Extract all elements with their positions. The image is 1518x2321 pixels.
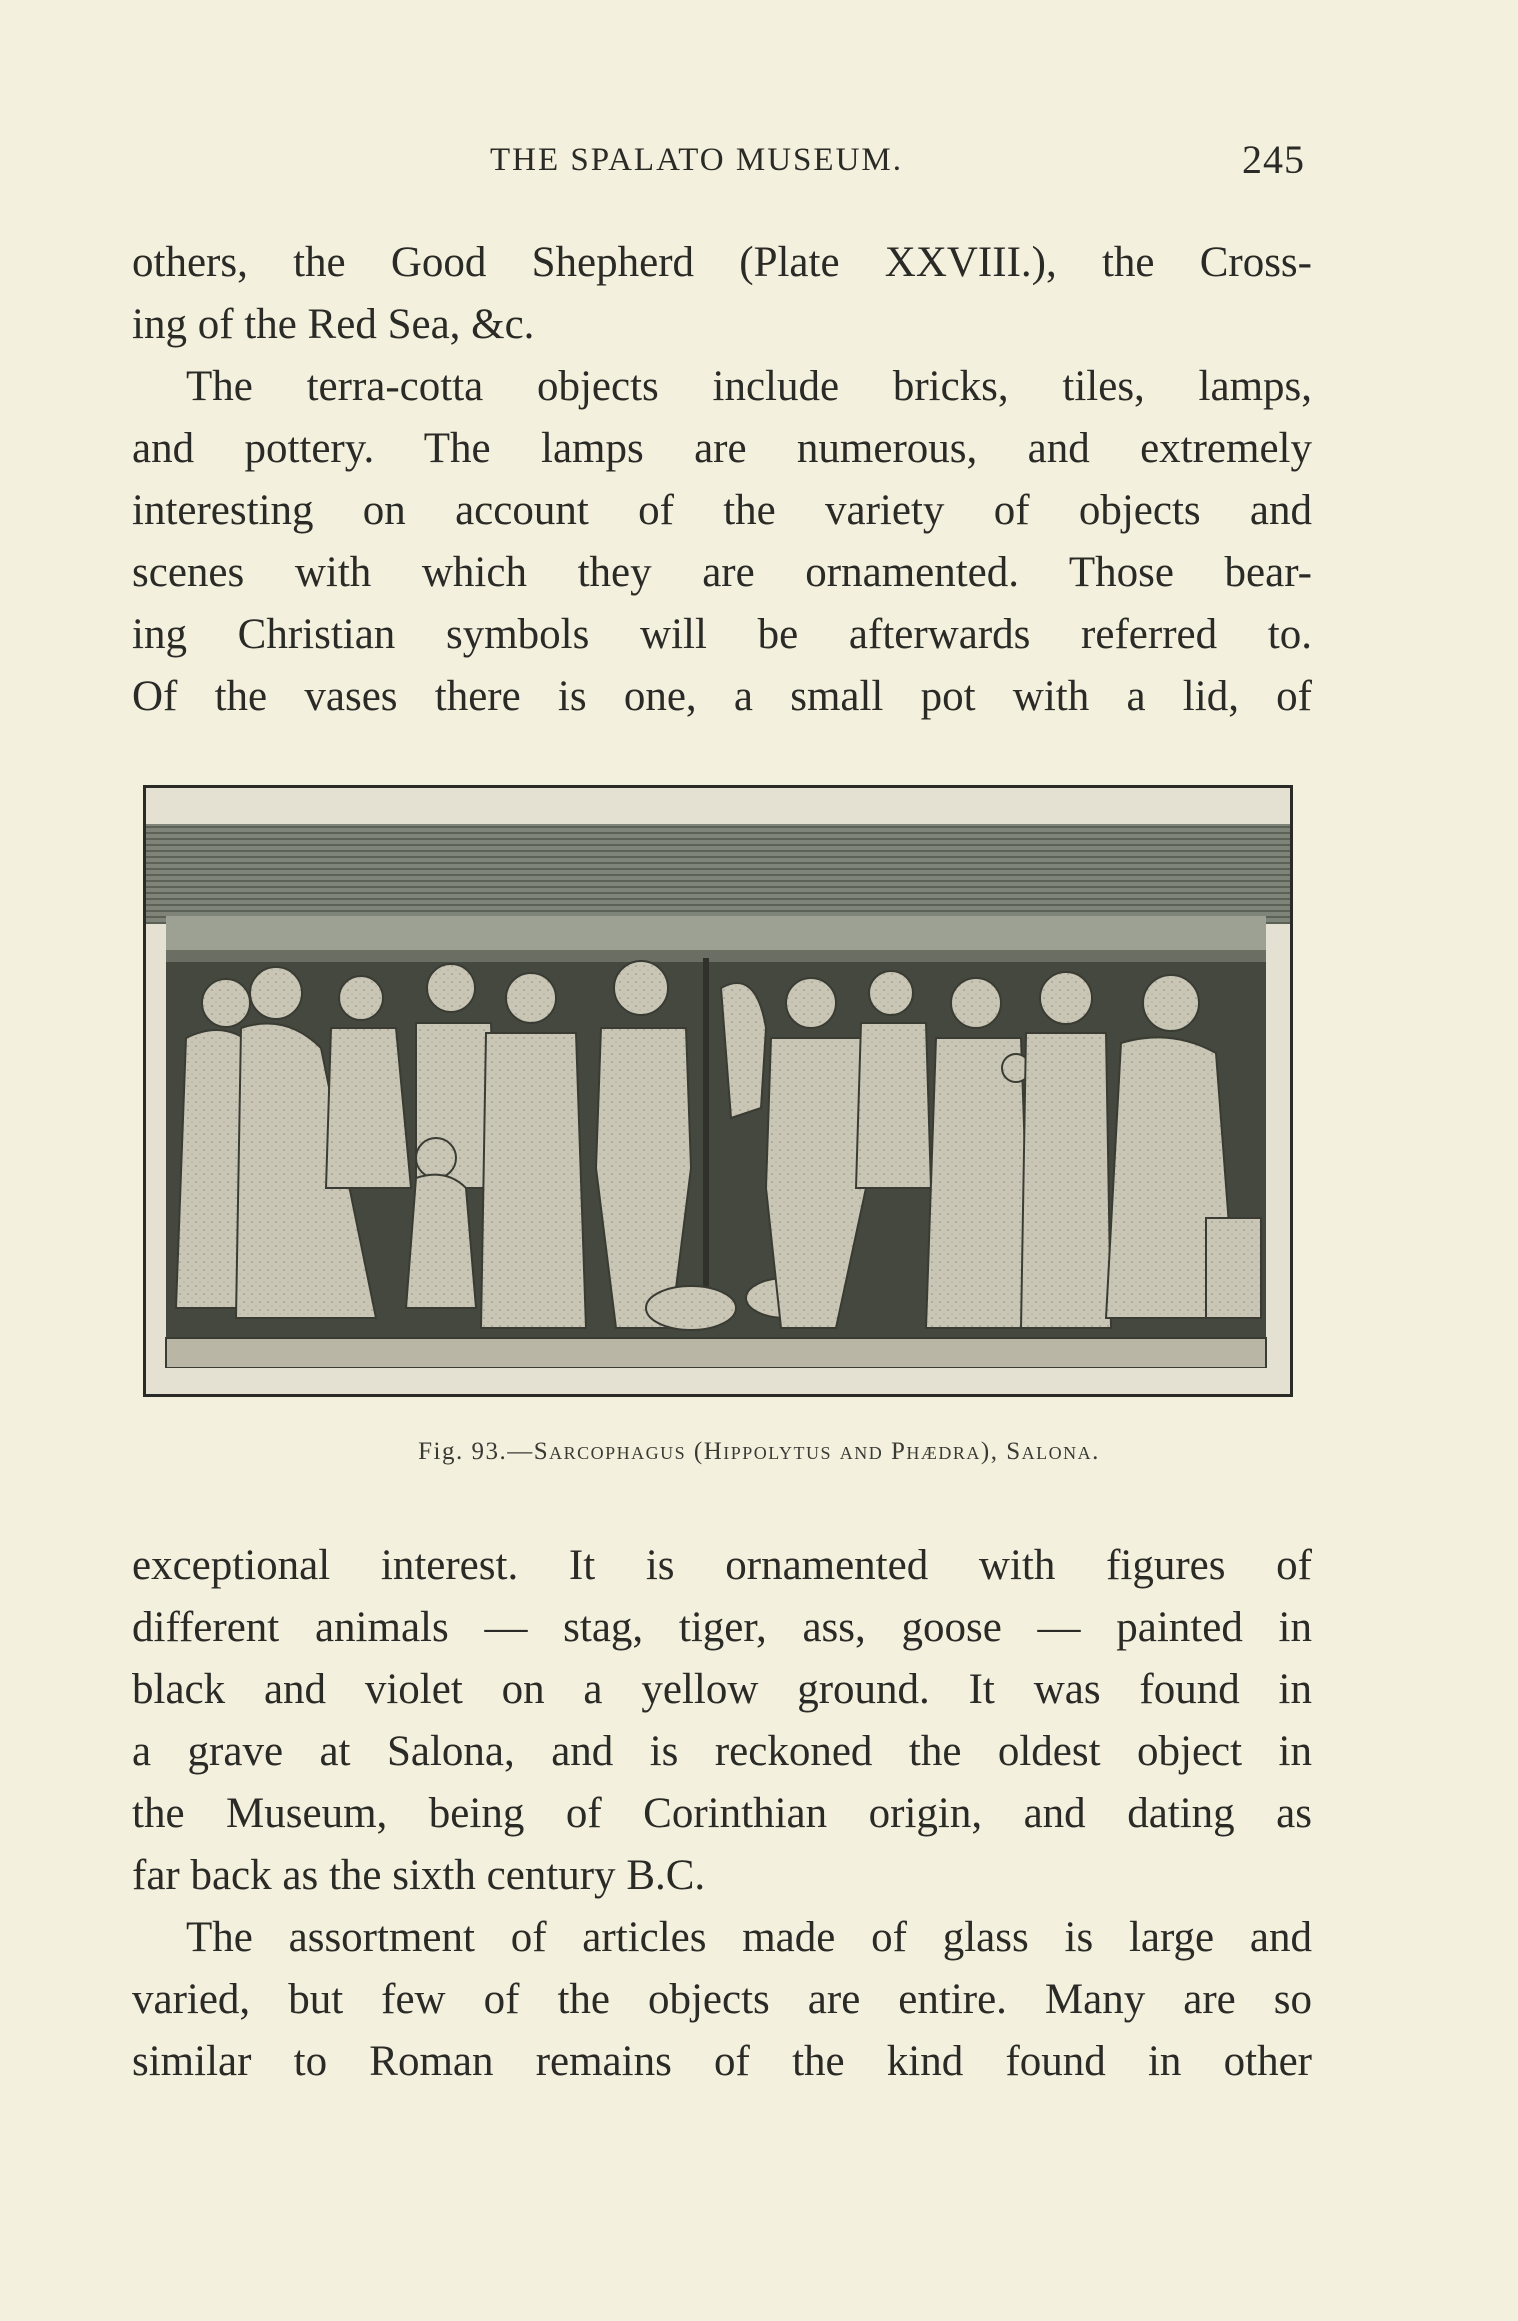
text-line: The assortment of articles made of glass is large and	[186, 1914, 1312, 1961]
text-line: The terra-cotta objects include bricks, tiles, lamps,	[186, 363, 1312, 410]
body-text-bottom	[132, 1535, 1312, 2093]
page-number: 245	[1242, 137, 1305, 182]
caption-prefix: Fig. 93.—	[418, 1438, 534, 1465]
text-line: ing of the Red Sea, &c.	[132, 301, 535, 348]
text-line: the Museum, being of Corinthian origin, and dating as	[132, 1790, 1312, 1837]
text-line: varied, but few of the objects are entire. Many are so	[132, 1976, 1312, 2023]
text-line: others, the Good Shepherd (Plate XXVIII.), the Cross-	[132, 239, 1312, 286]
text-line: different animals — stag, tiger, ass, goose — painted in	[132, 1604, 1312, 1651]
text-line: ing Christian symbols will be afterwards referred to.	[132, 611, 1312, 658]
text-line: a grave at Salona, and is reckoned the oldest object in	[132, 1728, 1312, 1775]
text-line: Of the vases there is one, a small pot with a lid, of	[132, 673, 1312, 720]
running-head	[0, 137, 1518, 192]
text-line: and pottery. The lamps are numerous, and extremely	[132, 425, 1312, 472]
text-line: black and violet on a yellow ground. It was found in	[132, 1666, 1312, 1713]
body-text-top	[132, 232, 1312, 728]
text-line: scenes with which they are ornamented. Those bear-	[132, 549, 1312, 596]
text-line: exceptional interest. It is ornamented with figures of	[132, 1542, 1312, 1589]
era-abbreviation: B.C.	[626, 1852, 706, 1899]
sarcophagus-relief-illustration	[143, 785, 1293, 1397]
text-line	[132, 1845, 1312, 1907]
caption-text: Sarcophagus (Hippolytus and Phædra), Salona.	[533, 1438, 1100, 1465]
running-title: THE SPALATO MUSEUM.	[490, 142, 903, 178]
text-line: similar to Roman remains of the kind found in other	[132, 2038, 1312, 2085]
figure-caption	[0, 1438, 1518, 1466]
text-line: interesting on account of the variety of objects and	[132, 487, 1312, 534]
text-fragment: far back as the sixth century	[132, 1852, 616, 1899]
